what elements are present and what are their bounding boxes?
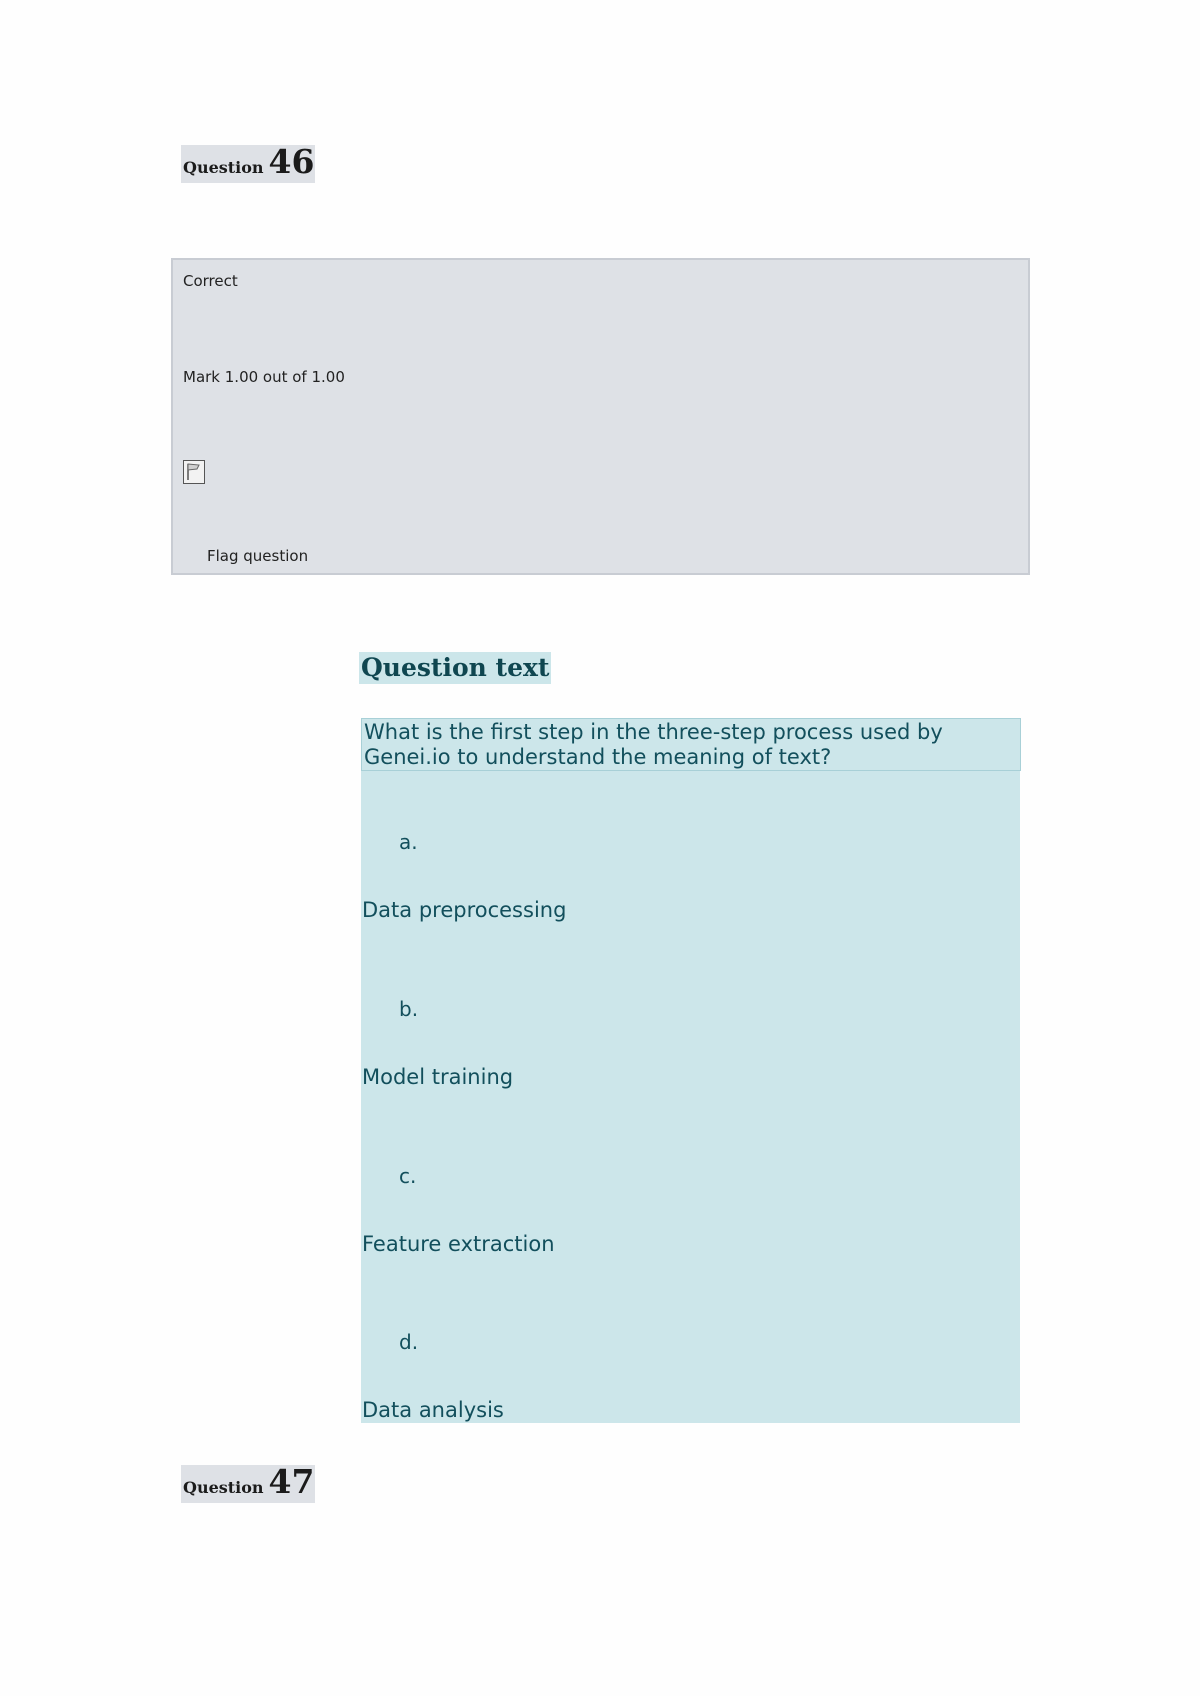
question-state: Correct: [183, 272, 238, 290]
question-heading: [181, 142, 315, 183]
question-grade: Mark 1.00 out of 1.00: [183, 368, 345, 386]
option-d-text[interactable]: Data analysis: [362, 1398, 504, 1422]
option-c-text[interactable]: Feature extraction: [362, 1232, 555, 1256]
question-number: 46: [268, 142, 315, 181]
next-question-heading: [181, 1462, 315, 1503]
option-a-text[interactable]: Data preprocessing: [362, 898, 567, 922]
flag-question-link[interactable]: Flag question: [207, 547, 309, 565]
option-b-letter: b.: [399, 997, 419, 1021]
flag-icon[interactable]: [183, 460, 205, 484]
question-prompt: What is the first step in the three-step process used by Genei.io to understand the meaning of text?: [361, 718, 1021, 771]
option-b-text[interactable]: Model training: [362, 1065, 514, 1089]
option-c-letter: c.: [399, 1164, 417, 1188]
question-label: Question: [183, 1478, 264, 1497]
question-info-box: [171, 258, 1030, 575]
flag-icon-graphic: [184, 461, 203, 482]
question-text-heading: Question text: [361, 653, 550, 682]
question-label: Question: [183, 158, 264, 177]
question-number: 47: [268, 1462, 315, 1501]
option-d-letter: d.: [399, 1330, 419, 1354]
option-a-letter: a.: [399, 830, 418, 854]
question-content: [361, 718, 1020, 1423]
